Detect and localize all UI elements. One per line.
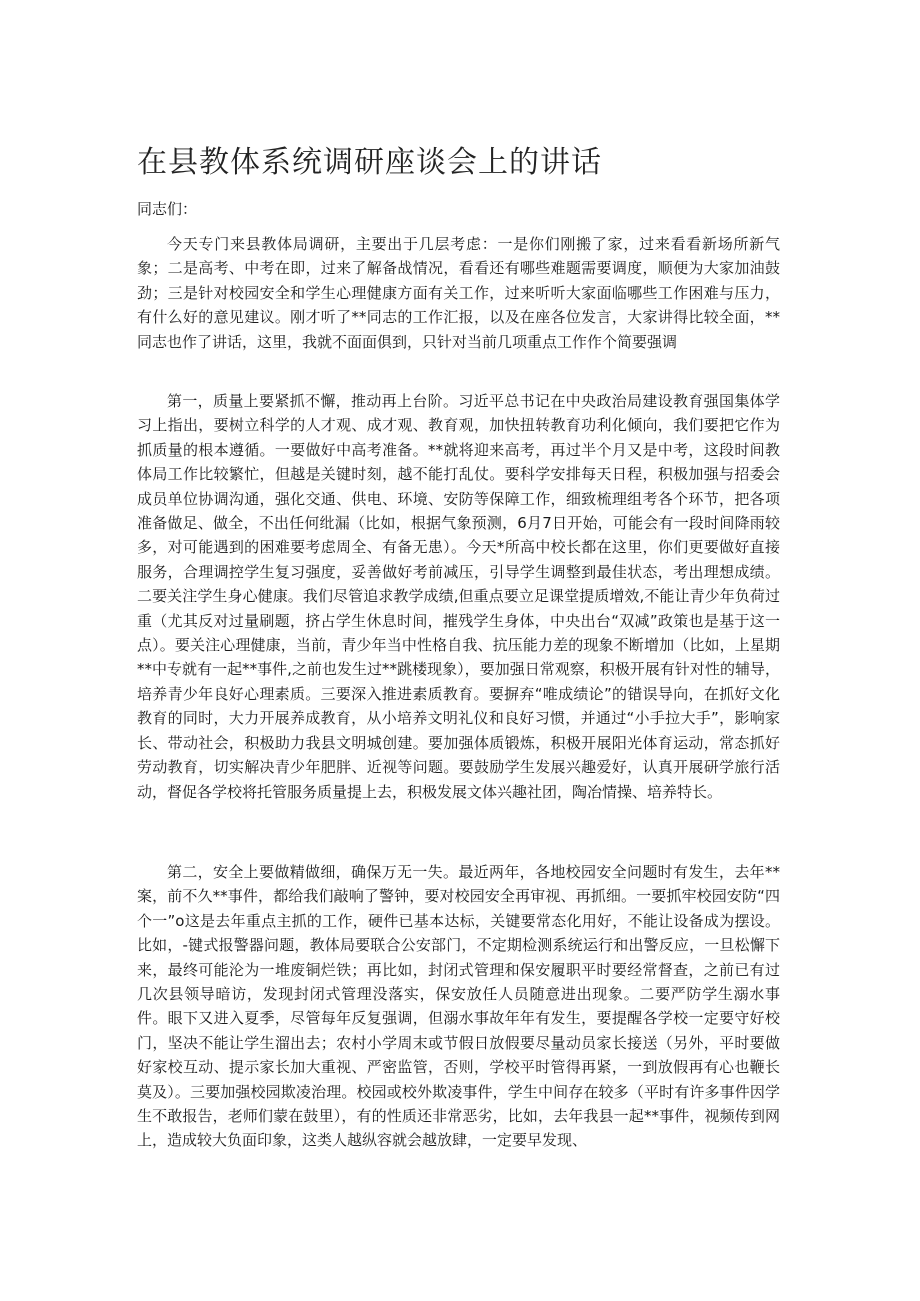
paragraph-quality: 第一，质量上要紧抓不懈，推动再上台阶。习近平总书记在中央政治局建设教育强国集体学习上指出，要树立科学的人才观、成才观、教育观，加快扭转教育功利化倾向，我们要把它作为抓质量的根本遵循。一要做好中高考准备。**就将迎来高考，再过半个月又是中考，这段时间教体局工作比较繁忙，但越是关键时刻，越不能打乱仗。要科学安排每天日程，积极加强与招委会成员单位协调沟通，强化交通、供电、环境、安防等保障工作，细致梳理组考各个环节，把各项准备做足、做全，不出任何纰漏（比如，根据气象预测，6月7日开始，可能会有一段时间降雨较多，对可能遇到的困难要考虑周全、有备无患）。今天*所高中校长都在这里，你们更要做好直接服务，合理调控学生复习强度，妥善做好考前减压，引导学生调整到最佳状态，考出理想成绩。二要关注学生身心健康。我们尽管追求教学成绩,但重点要立足课堂提质增效,不能让青少年负荷过重（尤其反对过量刷题，挤占学生休息时间，摧残学生身体，中央出台“双减”政策也是基于这一点）。要关注心理健康，当前，青少年当中性格自我、抗压能力差的现象不断增加（比如，上星期**中专就有一起**事件,之前也发生过**跳楼现象），要加强日常观察，积极开展有针对性的辅导，培养青少年良好心理素质。三要深入推进素质教育。要摒弃“唯成绩论”的错误导向，在抓好文化教育的同时，大力开展养成教育，从小培养文明礼仪和良好习惯，并通过“小手拉大手”，影响家长、带动社会，积极助力我县文明城创建。要加强体质锻炼，积极开展阳光体育运动，常态抓好劳动教育，切实解决青少年肥胖、近视等问题。要鼓励学生发展兴趣爱好，认真开展研学旅行活动，督促各学校将托管服务质量提上去，积极发展文体兴趣社团，陶冶情操、培养特长。 xyxy=(137,392,780,801)
paragraph-safety: 第二，安全上要做精做细，确保万无一失。最近两年，各地校园安全问题时有发生，去年**案，前不久**事件，都给我们敲响了警钟，要对校园安全再审视、再抓细。一要抓牢校园安防“四个一”o这是去年重点主抓的工作，硬件已基本达标，关键要常态化用好，不能让设备成为摆设。比如，-键式报警器问题，教体局要联合公安部门，不定期检测系统运行和出警反应，一旦松懈下来，最终可能沦为一堆废铜烂铁；再比如，封闭式管理和保安履职平时要经常督查，之前已有过几次县领导暗访，发现封闭式管理没落实，保安放任人员随意进出现象。二要严防学生溺水事件。眼下又进入夏季，尽管每年反复强调，但溺水事故年年有发生，要提醒各学校一定要守好校门，坚决不能让学生溜出去；农村小学周末或节假日放假要尽量动员家长接送（另外，平时要做好家校互动、提示家长加大重视、严密监管，否则，学校平时管得再紧，一到放假再有心也鞭长莫及）。三要加强校园欺凌治理。校园或校外欺凌事件，学生中间存在较多（平时有许多事件因学生不敢报告，老师们蒙在鼓里），有的性质还非常恶劣，比如，去年我县一起**事件，视频传到网上，造成较大负面印象，这类人越纵容就会越放肆，一定要早发现、 xyxy=(137,863,780,1150)
document-title: 在县教体系统调研座谈会上的讲话 xyxy=(137,145,602,180)
salutation: 同志们： xyxy=(137,200,198,218)
paragraph-intro: 今天专门来县教体局调研，主要出于几层考虑：一是你们刚搬了家，过来看看新场所新气象；二是高考、中考在即，过来了解备战情况，看看还有哪些难题需要调度，顺便为大家加油鼓劲；三是针对校园安全和学生心理健康方面有关工作，过来听听大家面临哪些工作困难与压力，有什么好的意见建议。刚才听了**同志的工作汇报，以及在座各位发言，大家讲得比较全面，**同志也作了讲话，这里，我就不面面俱到，只针对当前几项重点工作作个简要强调 xyxy=(137,235,780,351)
